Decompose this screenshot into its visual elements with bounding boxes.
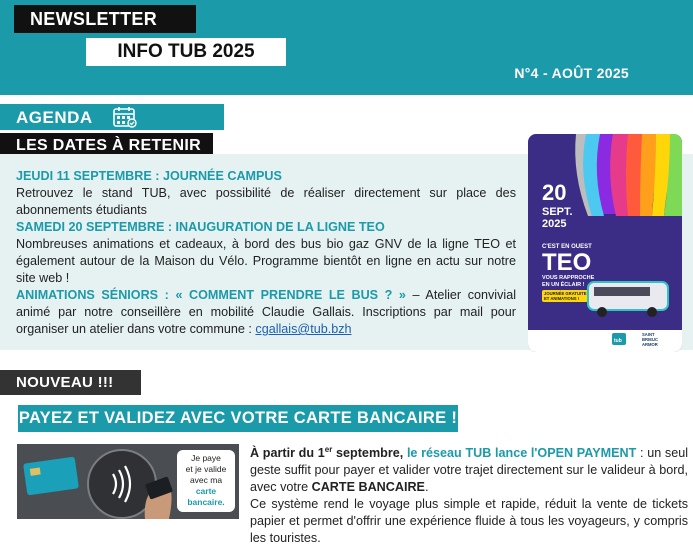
poster-logo-city3: ARMOR	[642, 342, 658, 347]
issue-number: N°4 - AOÛT 2025	[514, 65, 629, 81]
card-payment-photo	[17, 444, 239, 519]
photo-caption-3: avec ma	[189, 475, 223, 485]
poster-month: SEPT.	[542, 206, 573, 218]
newsletter-title: INFO TUB 2025	[86, 38, 286, 66]
photo-caption-5: bancaire.	[187, 497, 225, 507]
events-list	[16, 168, 516, 338]
event-title: JEUDI 11 SEPTEMBRE : JOURNÉE CAMPUS	[16, 169, 282, 183]
poster-brand: TEO	[542, 249, 592, 276]
photo-caption-1: Je paye	[191, 453, 221, 463]
dates-subheading: LES DATES À RETENIR	[0, 133, 213, 159]
event-text: ANIMATIONS SÉNIORS : « COMMENT PRENDRE LE BUS ? » – Atelier convivial animé par notre conseillère en mobilité Claudie Gallais. Inscriptions par mail pour organiser un atelier dans votre commune : cgallais@tub.bzh	[16, 288, 516, 336]
nouveau-heading: NOUVEAU !!!	[0, 370, 141, 395]
event-title: SAMEDI 20 SEPTEMBRE : INAUGURATION DE LA LIGNE TEO	[16, 220, 385, 234]
poster-logo-city2: BRIEUC	[642, 337, 659, 342]
card-payment-paragraph-2: Ce système rend le voyage plus simple et rapide, réduit la vente de tickets papier et permet d'offrir une expérience fluide à tous les voyageurs, y compris les touristes.	[250, 497, 688, 546]
newsletter-header	[0, 0, 693, 95]
photo-caption-2: et je valide	[185, 464, 227, 474]
poster-logo-city1: SAINT	[642, 332, 655, 337]
teo-poster	[528, 134, 682, 352]
poster-tagline1: VOUS RAPPROCHE	[542, 275, 595, 281]
email-link[interactable]: cgallais@tub.bzh	[255, 322, 352, 336]
agenda-heading: AGENDA	[16, 108, 93, 127]
card-payment-text	[250, 441, 688, 547]
poster-logo-tub: tub	[614, 338, 622, 344]
event-text: Retrouvez le stand TUB, avec possibilité de réaliser directement sur place des abonnements étudiants	[16, 186, 516, 217]
newsletter-label: NEWSLETTER	[14, 5, 196, 33]
poster-tagline2: EN UN ÉCLAIR !	[542, 282, 585, 288]
card-payment-banner: PAYEZ ET VALIDEZ AVEC VOTRE CARTE BANCAIRE !	[18, 405, 458, 432]
poster-badge1: JOURNÉE GRATUITE	[544, 291, 587, 296]
poster-line1: C'EST EN OUEST	[542, 244, 592, 250]
card-payment-paragraph-1: À partir du 1er septembre, le réseau TUB lance l'OPEN PAYMENT : un seul geste suffit pour payer et valider votre trajet directement sur le valideur à bord, avec votre CARTE BANCAIRE.	[250, 445, 688, 495]
event-title: ANIMATIONS SÉNIORS : « COMMENT PRENDRE LE BUS ? »	[16, 288, 406, 302]
poster-year: 2025	[542, 218, 567, 230]
event-text: Nombreuses animations et cadeaux, à bord des bus bio gaz GNV de la ligne TEO et également autour de la Maison du Vélo. Programme bientôt en ligne en actu sur notre site web !	[16, 237, 516, 285]
calendar-icon	[113, 106, 137, 128]
photo-caption-4: carte	[195, 486, 217, 496]
poster-day: 20	[542, 180, 567, 205]
poster-badge2: ET ANIMATIONS !	[544, 296, 580, 301]
